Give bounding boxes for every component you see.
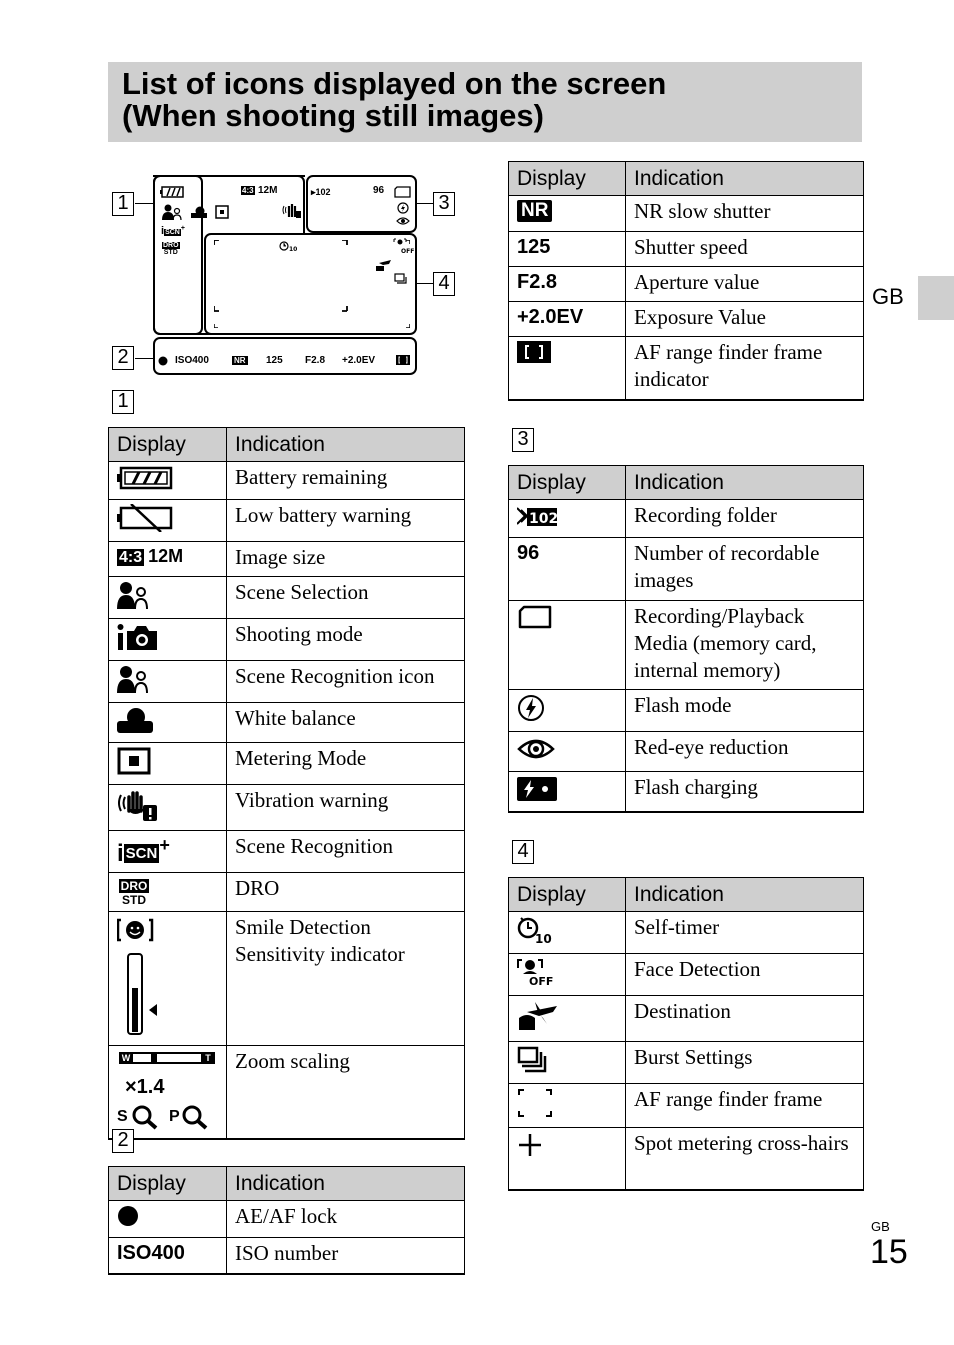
scene-recognition-i-icon: i bbox=[117, 840, 124, 867]
indication-flash-mode: Flash mode bbox=[626, 690, 864, 732]
column-header-display: Display bbox=[109, 1167, 227, 1201]
screen-diagram bbox=[108, 170, 468, 380]
indication-recordable-images: Number of recordable images bbox=[626, 538, 864, 601]
diagram-scn-icon: iSCN+ bbox=[161, 225, 185, 237]
diagram-ev: +2.0EV bbox=[342, 355, 376, 366]
side-tab-marker bbox=[918, 276, 954, 320]
table-section-3 bbox=[508, 465, 864, 813]
section-1-label: 1 bbox=[112, 390, 134, 414]
spot-metering-icon bbox=[517, 1132, 543, 1158]
footer-lang: GB bbox=[871, 1219, 890, 1234]
diagram-burst-icon bbox=[394, 273, 408, 287]
scene-recognition-icon: SCN bbox=[125, 845, 158, 862]
image-size-aspect-icon: 4:3 bbox=[119, 549, 143, 566]
indication-scene-recognition: Scene Recognition bbox=[227, 831, 465, 873]
vibration-warning-icon bbox=[117, 789, 159, 821]
diagram-count: 96 bbox=[373, 185, 385, 196]
title-line-2: (When shooting still images) bbox=[122, 98, 544, 133]
indication-af-range-frame: AF range finder frame bbox=[626, 1084, 864, 1128]
indication-scene-recognition-icon: Scene Recognition icon bbox=[227, 661, 465, 703]
section-3-label: 3 bbox=[512, 428, 534, 452]
exposure-icon: +2.0EV bbox=[517, 306, 584, 328]
page-title bbox=[108, 62, 862, 142]
low-battery-icon bbox=[117, 504, 173, 532]
diagram-ae-lock-icon bbox=[158, 356, 168, 366]
recording-folder-icon bbox=[517, 504, 557, 528]
column-header-indication: Indication bbox=[626, 162, 864, 196]
indication-vibration-warning: Vibration warning bbox=[227, 785, 465, 831]
diagram-white-balance-icon bbox=[191, 206, 207, 218]
diagram-image-size: 12M bbox=[258, 185, 278, 196]
indication-smile-detection: Smile Detection Sensitivity indicator bbox=[227, 912, 465, 1046]
column-header-display: Display bbox=[509, 878, 626, 912]
flash-mode-icon bbox=[517, 694, 545, 722]
indication-af-range-indicator: AF range finder frame indicator bbox=[626, 337, 864, 400]
battery-icon bbox=[117, 466, 173, 490]
aperture-icon: F2.8 bbox=[517, 271, 558, 293]
indication-spot-metering: Spot metering cross-hairs bbox=[626, 1128, 864, 1190]
page-number: 15 bbox=[870, 1233, 908, 1271]
svg-text:10: 10 bbox=[289, 246, 297, 252]
zoom-scaling-icon: W T ×1.4 S P bbox=[117, 1050, 217, 1134]
column-header-display: Display bbox=[109, 428, 227, 462]
recordable-count-icon: 96 bbox=[517, 542, 540, 564]
callout-1: 1 bbox=[112, 192, 134, 216]
indication-metering-mode: Metering Mode bbox=[227, 743, 465, 785]
diagram-metering-icon bbox=[215, 205, 229, 219]
ae-af-lock-icon bbox=[117, 1205, 139, 1227]
diagram-vibration-icon bbox=[282, 202, 302, 218]
indication-burst-settings: Burst Settings bbox=[626, 1042, 864, 1084]
diagram-af-indicator-icon bbox=[396, 355, 410, 365]
smile-detection-icon bbox=[117, 916, 167, 1036]
indication-self-timer: Self-timer bbox=[626, 912, 864, 954]
indication-media: Recording/Playback Media (memory card, internal memory) bbox=[626, 601, 864, 690]
dro-icon: DRO STD bbox=[120, 879, 148, 907]
diagram-battery-icon bbox=[160, 186, 184, 198]
table-section-2 bbox=[108, 1166, 465, 1275]
svg-text:102: 102 bbox=[529, 511, 557, 527]
section-2-label: 2 bbox=[112, 1129, 134, 1153]
indication-aperture-value: Aperture value bbox=[626, 267, 864, 302]
indication-red-eye: Red-eye reduction bbox=[626, 732, 864, 772]
callout-4: 4 bbox=[433, 272, 455, 296]
side-tab-label: GB bbox=[872, 284, 904, 309]
af-range-frame-icon bbox=[517, 1088, 553, 1118]
white-balance-icon bbox=[117, 707, 153, 733]
indication-battery: Battery remaining bbox=[227, 462, 465, 500]
indication-iso-number: ISO number bbox=[227, 1238, 465, 1274]
diagram-aspect-badge: 4:3 bbox=[242, 186, 254, 195]
section-4-label: 4 bbox=[512, 840, 534, 864]
shutter-speed-icon: 125 bbox=[517, 236, 551, 258]
column-header-indication: Indication bbox=[626, 878, 864, 912]
iso-icon: ISO400 bbox=[117, 1242, 185, 1264]
flash-charging-icon bbox=[517, 776, 557, 802]
svg-text:10: 10 bbox=[535, 932, 552, 944]
af-range-indicator-icon bbox=[517, 341, 551, 363]
destination-icon bbox=[517, 1000, 559, 1032]
diagram-iso: ISO400 bbox=[175, 355, 209, 366]
diagram-aperture: F2.8 bbox=[305, 355, 326, 366]
scene-selection-icon bbox=[117, 581, 149, 609]
title-line-1: List of icons displayed on the screen bbox=[122, 66, 667, 101]
column-header-indication: Indication bbox=[626, 466, 864, 500]
indication-ae-af-lock: AE/AF lock bbox=[227, 1201, 465, 1238]
indication-flash-charging: Flash charging bbox=[626, 772, 864, 813]
indication-white-balance: White balance bbox=[227, 703, 465, 743]
diagram-nr: NR bbox=[234, 356, 246, 365]
diagram-face-detect-icon bbox=[393, 238, 415, 254]
svg-text:OFF: OFF bbox=[401, 248, 415, 254]
column-header-display: Display bbox=[509, 162, 626, 196]
indication-image-size: Image size bbox=[227, 542, 465, 577]
media-icon bbox=[517, 605, 553, 631]
column-header-indication: Indication bbox=[227, 428, 465, 462]
indication-scene-selection: Scene Selection bbox=[227, 577, 465, 619]
indication-low-battery: Low battery warning bbox=[227, 500, 465, 542]
diagram-red-eye-icon bbox=[396, 216, 410, 226]
metering-mode-icon bbox=[117, 747, 151, 775]
indication-exposure-value: Exposure Value bbox=[626, 302, 864, 337]
scene-recognition-people-icon bbox=[117, 665, 149, 693]
table-section-2-continued bbox=[508, 161, 864, 401]
red-eye-icon bbox=[517, 736, 555, 762]
indication-nr-slow-shutter: NR slow shutter bbox=[626, 196, 864, 232]
indication-recording-folder: Recording folder bbox=[626, 500, 864, 538]
self-timer-icon bbox=[517, 916, 555, 944]
diagram-folder: ▸102 bbox=[311, 187, 331, 197]
column-header-display: Display bbox=[509, 466, 626, 500]
shooting-mode-icon bbox=[117, 623, 159, 651]
indication-shutter-speed: Shutter speed bbox=[626, 232, 864, 267]
diagram-dro-icon: DRO STD bbox=[163, 242, 179, 256]
indication-shooting-mode: Shooting mode bbox=[227, 619, 465, 661]
diagram-shutter: 125 bbox=[266, 355, 283, 366]
callout-3: 3 bbox=[433, 192, 455, 216]
nr-slow-shutter-icon: NR bbox=[517, 200, 552, 222]
image-size-icon: 12M bbox=[148, 546, 184, 566]
table-section-1: Display Indication Battery remaining Low battery warning 4:3 12M Image size Scene Selection Shooting mode Scene Recognition icon White balance Metering Mode Vibration warning i SCN + Scene Recognition DRO STD DRO Smile Detection Sensitivity indicator W T ×1.4 S P Zoom scaling bbox=[108, 427, 465, 1140]
face-detection-icon bbox=[517, 958, 557, 986]
indication-dro: DRO bbox=[227, 873, 465, 912]
svg-text:OFF: OFF bbox=[529, 975, 554, 986]
diagram-scene-icon bbox=[162, 204, 182, 220]
diagram-destination-icon bbox=[375, 258, 393, 272]
callout-2: 2 bbox=[112, 346, 134, 370]
indication-face-detection: Face Detection bbox=[626, 954, 864, 996]
diagram-media-icon bbox=[394, 186, 412, 198]
table-section-4 bbox=[508, 877, 864, 1191]
burst-settings-icon bbox=[517, 1046, 547, 1074]
diagram-self-timer-icon bbox=[279, 240, 297, 252]
indication-zoom-scaling: Zoom scaling bbox=[227, 1046, 465, 1140]
diagram-flash-icon bbox=[397, 202, 409, 214]
column-header-indication: Indication bbox=[227, 1167, 465, 1201]
indication-destination: Destination bbox=[626, 996, 864, 1042]
